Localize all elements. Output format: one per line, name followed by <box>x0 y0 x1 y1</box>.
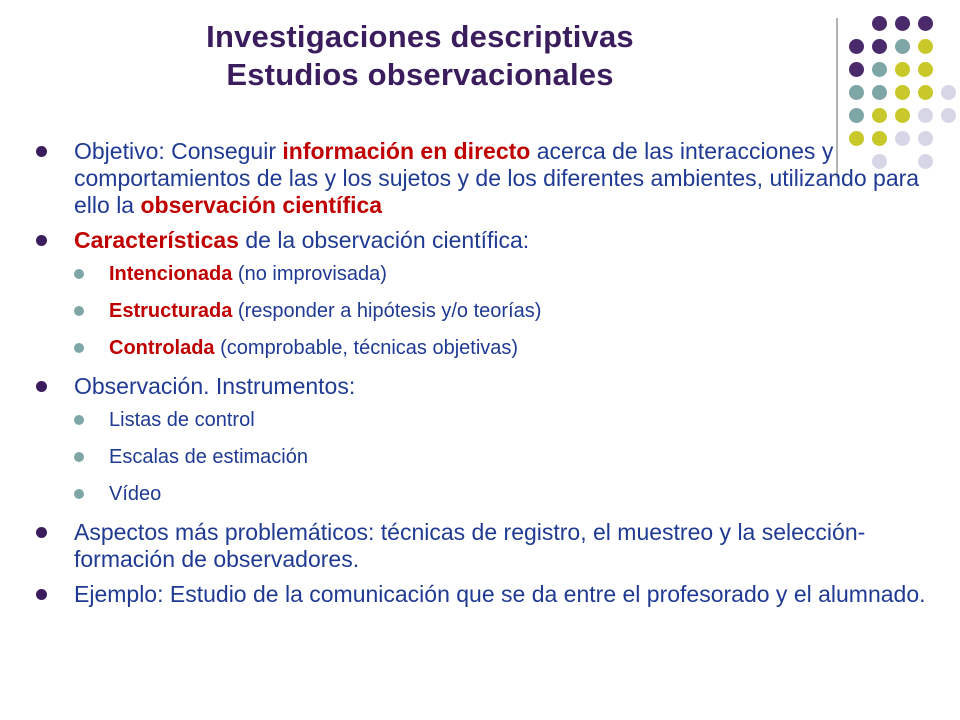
decorative-dot <box>895 39 910 54</box>
sub-highlight: Controlada <box>109 337 215 359</box>
sub-bullet-controlada <box>36 336 926 360</box>
slide-body <box>36 138 926 616</box>
ejemplo-text: Ejemplo: Estudio de la comunicación que se da entre el profesorado y el alumnado. <box>74 581 926 607</box>
sub-bullet-dot <box>74 343 84 353</box>
sub-bullet-dot <box>74 489 84 499</box>
slide-title <box>90 18 750 94</box>
sub-bullet-listas <box>36 408 926 432</box>
decorative-dot <box>849 39 864 54</box>
decorative-dot <box>849 108 864 123</box>
sub-bullet-escalas <box>36 445 926 469</box>
sub-highlight: Intencionada <box>109 263 233 285</box>
caracteristicas-highlight: Características <box>74 227 239 253</box>
sub-text: (comprobable, técnicas objetivas) <box>214 337 519 359</box>
bullet-dot <box>36 589 47 600</box>
decorative-dot <box>895 16 910 31</box>
aspectos-text: Aspectos más problemáticos: técnicas de registro, el muestreo y la selección-formación de observadores. <box>74 519 866 572</box>
sub-bullet-dot <box>74 306 84 316</box>
decorative-dot <box>849 85 864 100</box>
decorative-dot <box>895 85 910 100</box>
decorative-dot <box>872 108 887 123</box>
sub-highlight: Estructurada <box>109 300 233 322</box>
sub-text: (responder a hipótesis y/o teorías) <box>232 300 542 322</box>
objetivo-highlight-2: observación científica <box>140 192 383 218</box>
title-line-2: Estudios observacionales <box>226 57 614 92</box>
decorative-dot <box>918 39 933 54</box>
decorative-dot <box>918 85 933 100</box>
decorative-dot <box>849 62 864 77</box>
bullet-dot <box>36 527 47 538</box>
decorative-dot <box>918 108 933 123</box>
sub-bullet-video <box>36 482 926 506</box>
decorative-dot <box>872 16 887 31</box>
sub-bullet-estructurada <box>36 299 926 323</box>
sub-bullet-intencionada <box>36 262 926 286</box>
decorative-dot <box>872 62 887 77</box>
decorative-dot <box>895 108 910 123</box>
bullet-dot <box>36 381 47 392</box>
sub-text: (no improvisada) <box>232 263 387 285</box>
sub-text: Listas de control <box>109 409 255 431</box>
decorative-dot <box>918 16 933 31</box>
caracteristicas-text: de la observación científica: <box>238 227 530 253</box>
bullet-dot <box>36 146 47 157</box>
decorative-dot <box>872 85 887 100</box>
decorative-dot <box>872 39 887 54</box>
decorative-dot <box>895 62 910 77</box>
bullet-objetivo <box>36 138 926 219</box>
decorative-dot <box>941 85 956 100</box>
bullet-caracteristicas <box>36 227 926 254</box>
sub-bullet-dot <box>74 269 84 279</box>
objetivo-sep: : Conseguir <box>158 138 283 164</box>
bullet-aspectos <box>36 519 926 573</box>
title-line-1: Investigaciones descriptivas <box>206 19 634 54</box>
sub-bullet-dot <box>74 415 84 425</box>
decorative-dot <box>941 108 956 123</box>
objetivo-highlight-1: información en directo <box>282 138 531 164</box>
sub-text: Vídeo <box>109 483 162 505</box>
sub-bullet-dot <box>74 452 84 462</box>
decorative-dot <box>918 62 933 77</box>
bullet-dot <box>36 235 47 246</box>
bullet-ejemplo <box>36 581 926 608</box>
sub-text: Escalas de estimación <box>109 446 308 468</box>
instrumentos-text: Observación. Instrumentos: <box>74 373 356 399</box>
objetivo-text: acerca de las interacciones y comportamientos de las y los sujetos y de los diferentes ambientes, utilizando para ello la <box>74 138 920 218</box>
bullet-instrumentos <box>36 373 926 400</box>
objetivo-label: Objetivo <box>74 138 159 164</box>
